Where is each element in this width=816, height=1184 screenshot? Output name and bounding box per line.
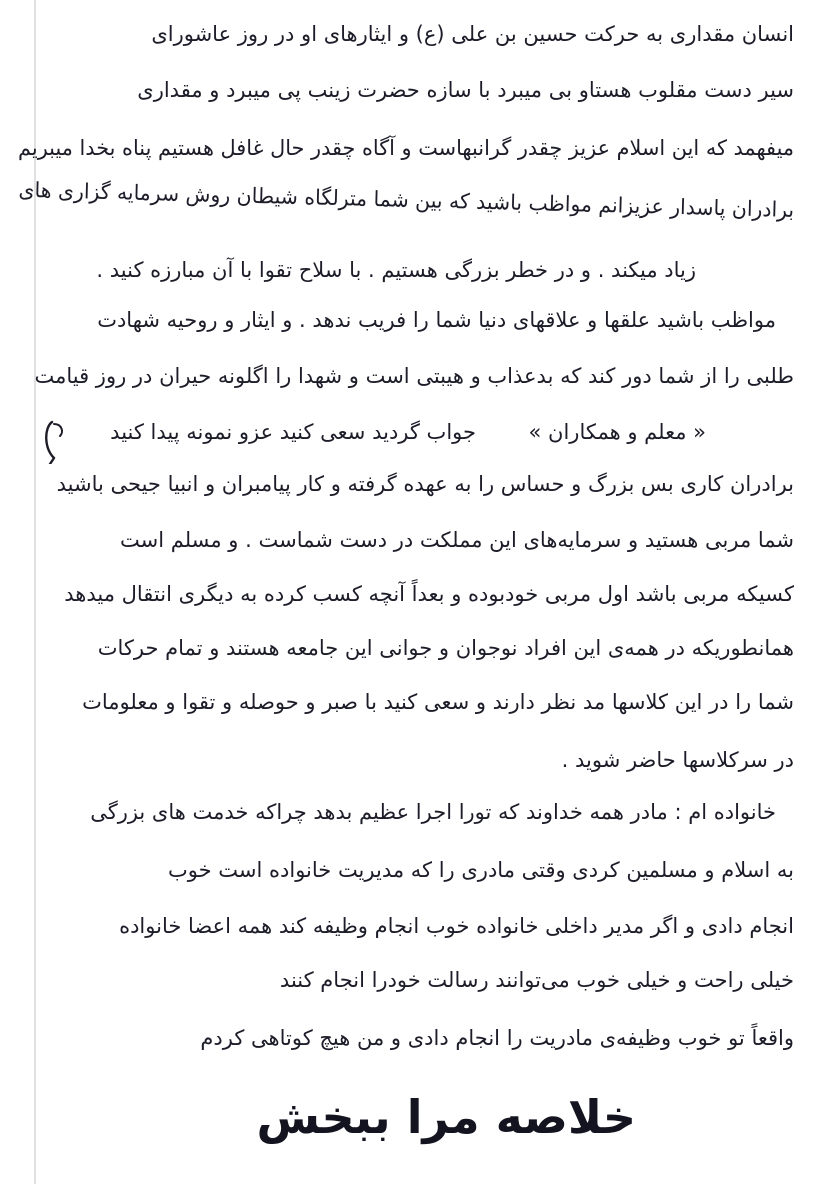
text-line-12: همانطوریکه در همه‌ی این افراد نوجوان و جوانی این جامعه هستند و تمام حرکات — [97, 636, 794, 660]
text-line-6: مواظب باشید علقها و علاقهای دنیا شما را فریب ندهد . و ایثار و روحیه شهادت — [97, 308, 776, 332]
text-line-4: برادران پاسدار عزیزانم مواظب باشید که بین شما مترلگاه شیطان روش سرمایه گزاری های — [18, 177, 795, 222]
text-line-15: خانواده ام : مادر همه خداوند که تورا اجرا عظیم بدهد چراکه خدمت های بزرگی — [90, 800, 776, 824]
bracket-mark-icon — [40, 418, 70, 469]
text-line-1: انسان مقداری به حرکت حسین بن علی (ع) و ایثارهای او در روز عاشورای — [151, 22, 794, 46]
text-line-17: انجام دادی و اگر مدیر داخلی خانواده خوب انجام وظیفه کند همه اعضا خانواده — [119, 914, 794, 938]
text-line-7: طلبی را از شما دور کند که بدعذاب و هیبتی است و شهدا را اگلونه حیران در روز قیامت — [34, 364, 794, 388]
text-line-3: میفهمد که این اسلام عزیز چقدر گرانبهاست و آگاه چقدر حال غافل هستیم پناه بخدا میبریم — [18, 136, 794, 160]
text-line-2: سیر دست مقلوب هستاو بی میبرد با سازه حضرت زینب پی میبرد و مقداری — [137, 78, 794, 102]
text-line-11: کسیکه مربی باشد اول مربی خودبوده و بعداً آنچه کسب کرده به دیگری انتقال میدهد — [64, 582, 794, 606]
text-line-14: در سرکلاسها حاضر شوید . — [561, 748, 794, 772]
text-line-18: خیلی راحت و خیلی خوب می‌توانند رسالت خودرا انجام کنند — [279, 968, 794, 992]
text-line-10: شما مربی هستید و سرمایه‌های این مملکت در دست شماست . و مسلم است — [120, 528, 794, 552]
text-line-5: زیاد میکند . و در خطر بزرگی هستیم . با سلاح تقوا با آن مبارزه کنید . — [96, 258, 696, 282]
heading-teachers-visible: « معلم و همکاران » — [528, 420, 706, 444]
text-line-16: به اسلام و مسلمین کردی وقتی مادری را که مدیریت خانواده است خوب — [168, 858, 794, 882]
text-line-9: برادران کاری بس بزرگ و حساس را به عهده گرفته و کار پیامبران و انبیا جیحی باشید — [56, 472, 794, 496]
text-line-8: جواب گردید سعی کنید عزو نمونه پیدا کنید — [110, 420, 476, 444]
text-line-19: واقعاً تو خوب وظیفه‌ی مادریت را انجام دادی و من هیچ کوتاهی کردم — [200, 1026, 794, 1050]
text-line-13: شما را در این کلاسها مد نظر دارند و سعی کنید با صبر و حوصله و تقوا و معلومات — [82, 690, 794, 714]
closing-signature: خلاصه مرا ببخش — [256, 1090, 636, 1144]
